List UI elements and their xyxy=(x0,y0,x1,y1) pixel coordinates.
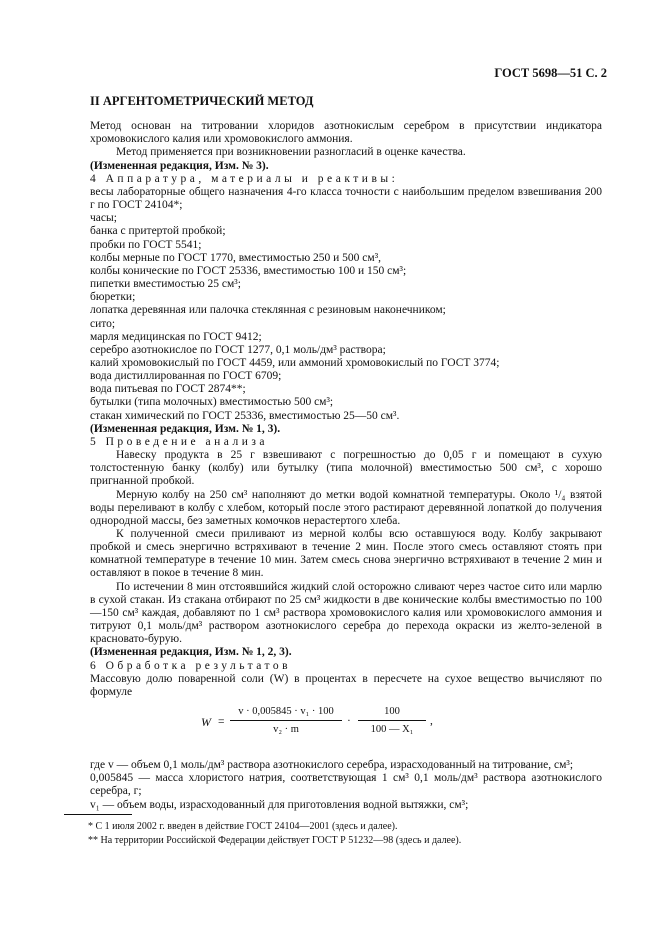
analysis-paragraph: По истечении 8 мин отстоявшийся жидкий слой осторожно сливают через частое сито или марлю в сухой стакан. Из стакана отбирают по 25 см³ жидкости в две конические колбы вместимостью по 100—150 см³ каждая, добавляют по 1 см³ раствора хромовокислого калия или хромовокислого аммония и титруют 0,1 моль/дм³ раствором азотнокислого серебра до перехода окраски из желто-зеленой в красновато-бурую. xyxy=(90,580,602,646)
apparatus-item: вода дистиллированная по ГОСТ 6709; xyxy=(90,370,282,383)
definition-item: где v — объем 0,1 моль/дм³ раствора азотнокислого серебра, израсходованный на титрование, см³; xyxy=(90,759,574,772)
fraction-denominator: v₂ · m xyxy=(273,724,299,736)
footnote-divider xyxy=(64,814,132,815)
footnote-item: ** На территории Российской Федерации действует ГОСТ Р 51232—98 (здесь и далее). xyxy=(88,835,462,846)
fraction-denominator: 100 — X₁ xyxy=(370,724,414,736)
apparatus-item: вода питьевая по ГОСТ 2874**; xyxy=(90,383,246,396)
formula-fraction-2 xyxy=(358,705,426,736)
intro-paragraph-1: Метод основан на титровании хлоридов азотнокислым серебром в присутствии индикатора хромовокислого калия или хромовокислого аммония. xyxy=(90,120,602,146)
apparatus-item: часы; xyxy=(90,212,117,225)
fraction-numerator: v · 0,005845 · v₁ · 100 xyxy=(238,706,334,718)
intro-paragraph-2: Метод применяется при возникновении разногласий в оценке качества. xyxy=(116,146,466,159)
analysis-heading: 5 Проведение анализа xyxy=(90,435,268,448)
fraction-numerator: 100 xyxy=(384,706,400,718)
apparatus-item: стакан химический по ГОСТ 25336, вместимостью 25—50 см³. xyxy=(90,409,400,422)
apparatus-item: марля медицинская по ГОСТ 9412; xyxy=(90,330,262,343)
analysis-paragraph: Навеску продукта в 25 г взвешивают с погрешностью до 0,05 г и помещают в сухую толстостенную банку (колбу) или бутылку (типа молочной) вместимостью 500 см³, с хорошо пригнанной пробкой. xyxy=(90,449,602,488)
apparatus-item: банка с притертой пробкой; xyxy=(90,225,226,238)
main-content xyxy=(90,95,602,812)
apparatus-revision: (Измененная редакция, Изм. № 1, 3). xyxy=(90,422,281,435)
formula-lhs: W xyxy=(201,715,211,730)
definition-item: 0,005845 — масса хлористого натрия, соответствующая 1 см³ 0,1 моль/дм³ раствора азотнокислого серебра, г; xyxy=(90,772,602,798)
formula-equals: = xyxy=(218,716,225,729)
apparatus-item: пипетки вместимостью 25 см³; xyxy=(90,278,241,291)
apparatus-item: бюретки; xyxy=(90,291,136,304)
formula-fraction-1 xyxy=(230,705,342,736)
footnote-item: * С 1 июля 2002 г. введен в действие ГОСТ 24104—2001 (здесь и далее). xyxy=(88,821,398,832)
intro-revision: (Измененная редакция, Изм. № 3). xyxy=(90,159,269,172)
section-title: II АРГЕНТОМЕТРИЧЕСКИЙ МЕТОД xyxy=(90,94,314,108)
mass-fraction-formula xyxy=(90,701,602,753)
apparatus-item: сито; xyxy=(90,317,116,330)
definition-item: v₁ — объем воды, израсходованный для приготовления водной вытяжки, см³; xyxy=(90,798,469,811)
results-heading: 6 Обработка результатов xyxy=(90,659,292,672)
formula-definitions xyxy=(90,759,602,812)
apparatus-item: бутылки (типа молочных) вместимостью 500 см³; xyxy=(90,396,334,409)
apparatus-item: весы лабораторные общего назначения 4-го класса точности с наибольшим пределом взвешивания 200 г по ГОСТ 24104*; xyxy=(90,185,602,212)
page-header: ГОСТ 5698—51 С. 2 xyxy=(494,66,607,80)
footnotes xyxy=(88,820,608,848)
apparatus-item: лопатка деревянная или палочка стеклянная с резиновым наконечником; xyxy=(90,304,446,317)
formula-comma: , xyxy=(430,715,433,728)
results-intro: Массовую долю поваренной соли (W) в процентах в пересчете на сухое вещество вычисляют по формуле xyxy=(90,672,602,698)
apparatus-item: колбы мерные по ГОСТ 1770, вместимостью 250 и 500 см³, xyxy=(90,251,382,264)
analysis-paragraph: Мерную колбу на 250 см³ наполняют до метки водой комнатной температуры. Около ¹/₄ взятой воды переливают в колбу с хлебом, который после этого растирают деревянной лопаткой до получения однородной массы, без заметных комочков нерастертого хлеба. xyxy=(90,488,602,527)
apparatus-list xyxy=(90,186,602,423)
apparatus-heading: 4 Аппаратура, материалы и реактивы: xyxy=(90,172,399,185)
apparatus-item: калий хромовокислый по ГОСТ 4459, или аммоний хромовокислый по ГОСТ 3774; xyxy=(90,356,500,369)
apparatus-item: серебро азотнокислое по ГОСТ 1277, 0,1 моль/дм³ раствора; xyxy=(90,343,386,356)
apparatus-item: колбы конические по ГОСТ 25336, вместимостью 100 и 150 см³; xyxy=(90,264,407,277)
formula-multiply: · xyxy=(347,715,351,728)
analysis-revision: (Измененная редакция, Изм. № 1, 2, 3). xyxy=(90,646,292,659)
apparatus-item: пробки по ГОСТ 5541; xyxy=(90,238,202,251)
analysis-paragraph: К полученной смеси приливают из мерной колбы всю оставшуюся воду. Колбу закрывают пробкой и смесь энергично встряхивают в течение 2 мин. После этого смесь оставляют стоять при комнатной температуре в течение 10 мин. Затем смесь снова энергично встряхивают в течение 2 мин и оставляют в покое в течение 8 мин. xyxy=(90,528,602,580)
